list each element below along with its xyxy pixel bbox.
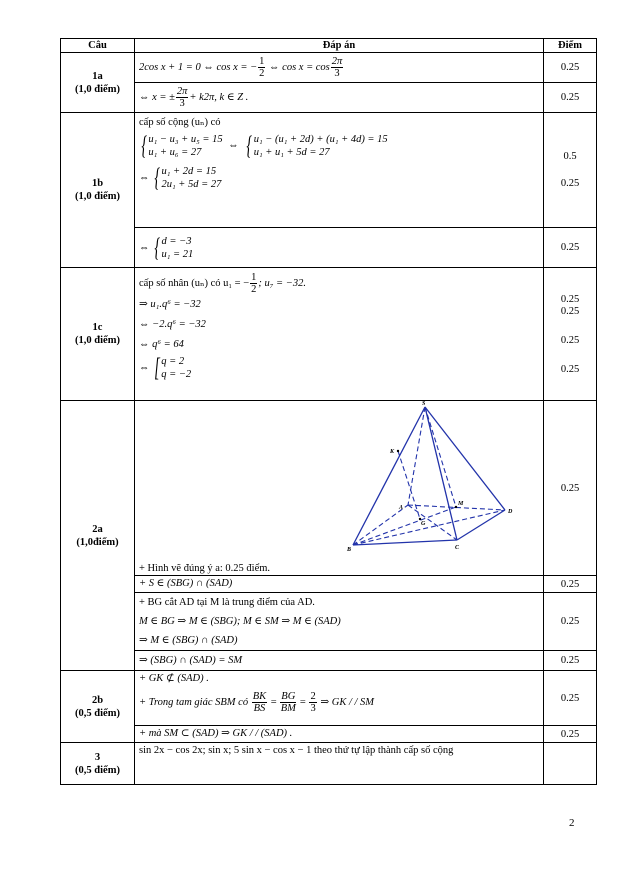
q1b-system4: { d = −3 u₁ = 21 <box>154 232 194 262</box>
q1a-line2-a: ⇔ x = ± <box>139 91 175 103</box>
q1b-row2 <box>61 228 597 268</box>
q3-point-empty <box>544 743 597 785</box>
q1c-label: 1c <box>92 322 103 333</box>
q2a-label: 2a <box>92 523 103 535</box>
q1c-point3: 0.25 <box>560 335 580 346</box>
q1a-label: 1a <box>92 70 103 82</box>
q1b-sub: (1,0 điểm) <box>75 191 120 202</box>
q1a-point2: 0.25 <box>544 83 597 113</box>
q1c-sub: (1,0 điểm) <box>75 335 120 346</box>
q2a-note: + Hình vẽ đúng ý a: 0.25 điểm. <box>139 563 271 574</box>
q1b-iff-3: ⇔ <box>139 241 150 253</box>
edge-CD <box>457 510 505 540</box>
label-B: B <box>347 547 352 553</box>
diag-BD <box>353 510 505 545</box>
q2b-line2-a: + Trong tam giác SBM có <box>139 696 249 708</box>
q2a-point1: 0.25 <box>544 401 597 576</box>
q2a-line-sm: ⇒ (SBG) ∩ (SAD) = SM <box>135 651 544 671</box>
q1a-frac3: $\frac{2\pi}{3}$ <box>176 86 188 109</box>
label-S: S <box>422 401 426 407</box>
q1a-point1: 0.25 <box>544 53 597 83</box>
label-D: D <box>508 509 513 515</box>
label-K: K <box>390 449 395 455</box>
q1b-point1: 0.5 <box>563 151 577 162</box>
q2b-line3: + mà SM ⊂ (SAD) ⇒ GK / / (SAD) . <box>135 726 544 743</box>
q2a-r3b: M ∈ BG ⇒ M ∈ (SBG); M ∈ SM ⇒ M ∈ (SAD) <box>139 616 341 627</box>
label-A: A <box>399 505 404 511</box>
q2a-sub: (1,0điểm) <box>76 536 119 548</box>
point-G <box>419 518 421 520</box>
label-G: G <box>421 521 426 527</box>
label-C: C <box>455 545 460 551</box>
q1c-intro-a: cấp số nhân (uₙ) có u₁ = − <box>139 277 250 289</box>
segment-BM <box>353 507 456 545</box>
q1b-label: 1b <box>91 178 104 189</box>
q2b-frac2: $\frac{BG}{BM}$ <box>280 691 296 714</box>
q2a-row3 <box>61 593 597 651</box>
q1b-intro: cấp số cộng (uₙ) có <box>139 117 221 128</box>
q1c-line1: ⇒ u₁.q⁶ = −32 <box>139 299 201 310</box>
label-M: M <box>458 501 464 507</box>
q1a-row2 <box>61 83 597 113</box>
page-number: 2 <box>569 817 575 829</box>
q1b-system2: { u₁ − (u₁ + 2d) + (u₁ + 4d) = 15 u₁ + u₁ + 5d = 27 <box>246 131 388 160</box>
q1b-label-cell <box>61 113 135 268</box>
q2b-frac1: $\frac{BK}{BS}$ <box>252 691 267 714</box>
q2a-r3a: + BG cắt AD tại M là trung điểm của AD. <box>139 597 315 608</box>
edge-BC <box>353 540 457 545</box>
header-dap-an: Đáp án <box>135 39 544 53</box>
q1b-system1: { u₁ − u₃ + u₅ = 15 u₁ + u₆ = 27 <box>141 131 223 160</box>
q3-label: 3 <box>94 751 101 763</box>
q3-row <box>61 743 597 785</box>
header-cau: Câu <box>61 39 135 53</box>
q3-text: sin 2x − cos 2x; sin x; 5 sin x − cos x − 1 theo thứ tự lập thành cấp số cộng <box>135 743 544 785</box>
q2a-point2: 0.25 <box>544 576 597 593</box>
pyramid-figure <box>235 401 535 563</box>
q1c-line2: ⇔ −2.q⁶ = −32 <box>139 319 206 330</box>
q1b-iff-2: ⇔ <box>139 172 150 184</box>
q2a-point4: 0.25 <box>544 651 597 671</box>
q2b-frac3: $\frac{2}{3}$ <box>310 691 316 714</box>
q2a-row1 <box>61 401 597 576</box>
q2b-line1: + GK ⊄ (SAD) . <box>139 673 209 684</box>
q1c-system: [ q = 2 q = −2 <box>154 353 192 382</box>
q1a-line1-b: ⇔ cos x = cos <box>269 61 330 73</box>
q2b-label: 2b <box>91 694 104 706</box>
q2b-label-cell <box>61 671 135 743</box>
header-diem: Điểm <box>544 39 597 53</box>
q2b-work: + GK ⊄ (SAD) . + Trong tam giác SBM có $\frac{BK}{BS}$ = $\frac{BG}{BM}$ = $\frac{2}{3}$ ⇒ GK / / SM <box>135 671 544 726</box>
q1a-frac1: $\frac{1}{2}$ <box>259 56 265 79</box>
q2a-row4 <box>61 651 597 671</box>
q1b-point3: 0.25 <box>544 228 597 268</box>
q2a-figure-cell <box>135 401 544 576</box>
q1b-row1 <box>61 113 597 228</box>
q2a-line-s: + S ∈ (SBG) ∩ (SAD) <box>135 576 544 593</box>
q1c-point4: 0.25 <box>560 364 580 375</box>
q2a-row2 <box>61 576 597 593</box>
q2b-row1 <box>61 671 597 726</box>
q2b-sub: (0,5 điểm) <box>75 707 120 719</box>
q2b-point1: 0.25 <box>544 671 597 726</box>
segment-SM <box>425 407 456 507</box>
q1c-points-cell <box>544 268 597 401</box>
q1c-work <box>135 268 544 401</box>
q2a-line-m <box>135 593 544 651</box>
q2a-label-cell <box>61 401 135 671</box>
q1a-row1 <box>61 53 597 83</box>
q2b-point2: 0.25 <box>544 726 597 743</box>
q1c-line3: ⇔ q⁶ = 64 <box>139 339 184 350</box>
q1c-frac: $\frac{1}{2}$ <box>251 272 257 295</box>
q2a-point3: 0.25 <box>544 593 597 651</box>
q1b-system3: { u₁ + 2d = 15 2u₁ + 5d = 27 <box>154 163 222 192</box>
point-K <box>397 450 399 452</box>
q3-label-cell <box>61 743 135 785</box>
q1a-line1 <box>135 53 544 83</box>
q1a-label-cell <box>61 53 135 113</box>
q1a-line2-b: + k2π, k ∈ Z . <box>189 91 249 103</box>
q1b-points-cell <box>544 113 597 228</box>
q1a-sub: (1,0 điểm) <box>75 83 120 95</box>
answer-table <box>60 38 597 785</box>
q1c-row <box>61 268 597 401</box>
q1a-frac2: $\frac{2\pi}{3}$ <box>331 56 343 79</box>
q1c-iff: ⇔ <box>139 362 150 374</box>
point-M <box>455 506 457 508</box>
q1b-iff: ⇔ <box>228 140 239 152</box>
q1c-point2: 0.25 <box>560 306 580 317</box>
q2b-line2-b: ⇒ GK / / SM <box>320 696 375 708</box>
q1b-work <box>135 113 544 228</box>
edge-SB <box>353 407 425 545</box>
q1a-line2 <box>135 83 544 113</box>
q1c-label-cell <box>61 268 135 401</box>
header-row <box>61 39 597 53</box>
q1c-point1: 0.25 <box>560 294 580 305</box>
q1b-result <box>135 228 544 268</box>
q1b-point2: 0.25 <box>560 178 580 189</box>
q3-sub: (0,5 điểm) <box>75 764 120 776</box>
q1a-line1-a: 2cos x + 1 = 0 ⇔ cos x = − <box>139 61 258 73</box>
q1c-intro-b: ; u₇ = −32. <box>258 277 306 289</box>
q2a-r3c: ⇒ M ∈ (SBG) ∩ (SAD) <box>139 635 238 646</box>
q2b-row2 <box>61 726 597 743</box>
